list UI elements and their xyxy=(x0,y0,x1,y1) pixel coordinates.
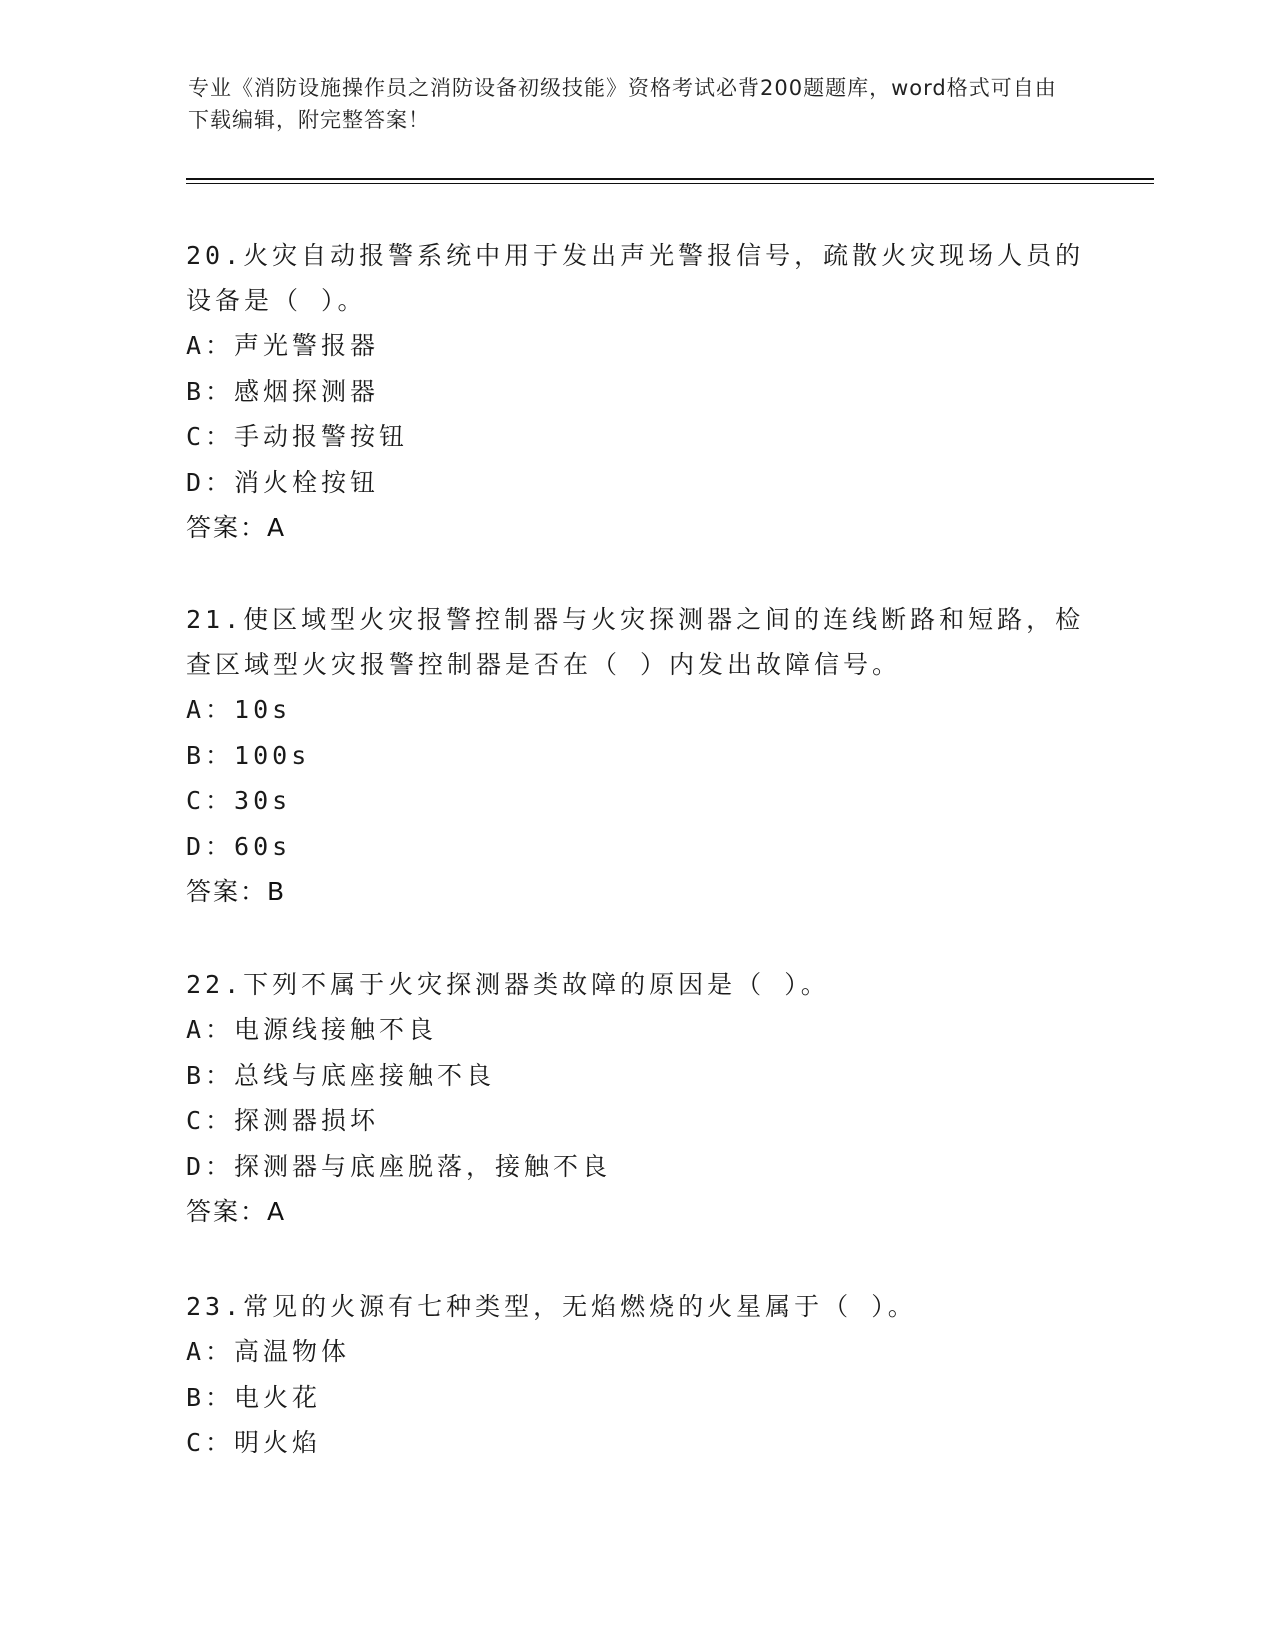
question-21 xyxy=(186,597,1086,915)
option-d: D：60s xyxy=(186,831,292,861)
option-c: C：探测器损坏 xyxy=(186,1106,380,1135)
question-text: 21.使区域型火灾报警控制器与火灾探测器之间的连线断路和短路，检查区域型火灾报警控制器是否在（ ）内发出故障信号。 xyxy=(186,605,1085,679)
question-23 xyxy=(186,1284,1086,1466)
option-c: C：明火焰 xyxy=(186,1428,322,1457)
option-b: B：100s xyxy=(186,740,311,770)
option-b: B：感烟探测器 xyxy=(186,376,380,406)
header-title: 专业《消防设施操作员之消防设备初级技能》资格考试必背200题题库，word格式可自由下载编辑，附完整答案！ xyxy=(188,76,1057,132)
option-d: D：探测器与底座脱落，接触不良 xyxy=(186,1151,612,1181)
question-text: 23.常见的火源有七种类型，无焰燃烧的火星属于（ ）。 xyxy=(186,1292,917,1321)
option-a: A：声光警报器 xyxy=(186,331,380,360)
header-divider-thick xyxy=(186,178,1154,180)
header-divider-thin xyxy=(186,183,1154,184)
question-text: 20.火灾自动报警系统中用于发出声光警报信号，疏散火灾现场人员的设备是（ ）。 xyxy=(186,241,1085,315)
option-c: C：手动报警按钮 xyxy=(186,422,409,451)
option-a: A：10s xyxy=(186,695,292,724)
option-a: A：电源线接触不良 xyxy=(186,1015,438,1044)
option-b: B：电火花 xyxy=(186,1382,322,1412)
question-20 xyxy=(186,233,1086,551)
option-c: C：30s xyxy=(186,786,292,815)
answer-line: 答案：A xyxy=(186,513,287,542)
answer-line: 答案：A xyxy=(186,1197,287,1226)
option-b: B：总线与底座接触不良 xyxy=(186,1060,496,1090)
question-22 xyxy=(186,962,1086,1235)
question-text: 22.下列不属于火灾探测器类故障的原因是（ ）。 xyxy=(186,970,830,999)
document-header xyxy=(188,72,1068,136)
option-a: A：高温物体 xyxy=(186,1337,351,1366)
option-d: D：消火栓按钮 xyxy=(186,467,380,497)
answer-line: 答案：B xyxy=(186,877,287,906)
